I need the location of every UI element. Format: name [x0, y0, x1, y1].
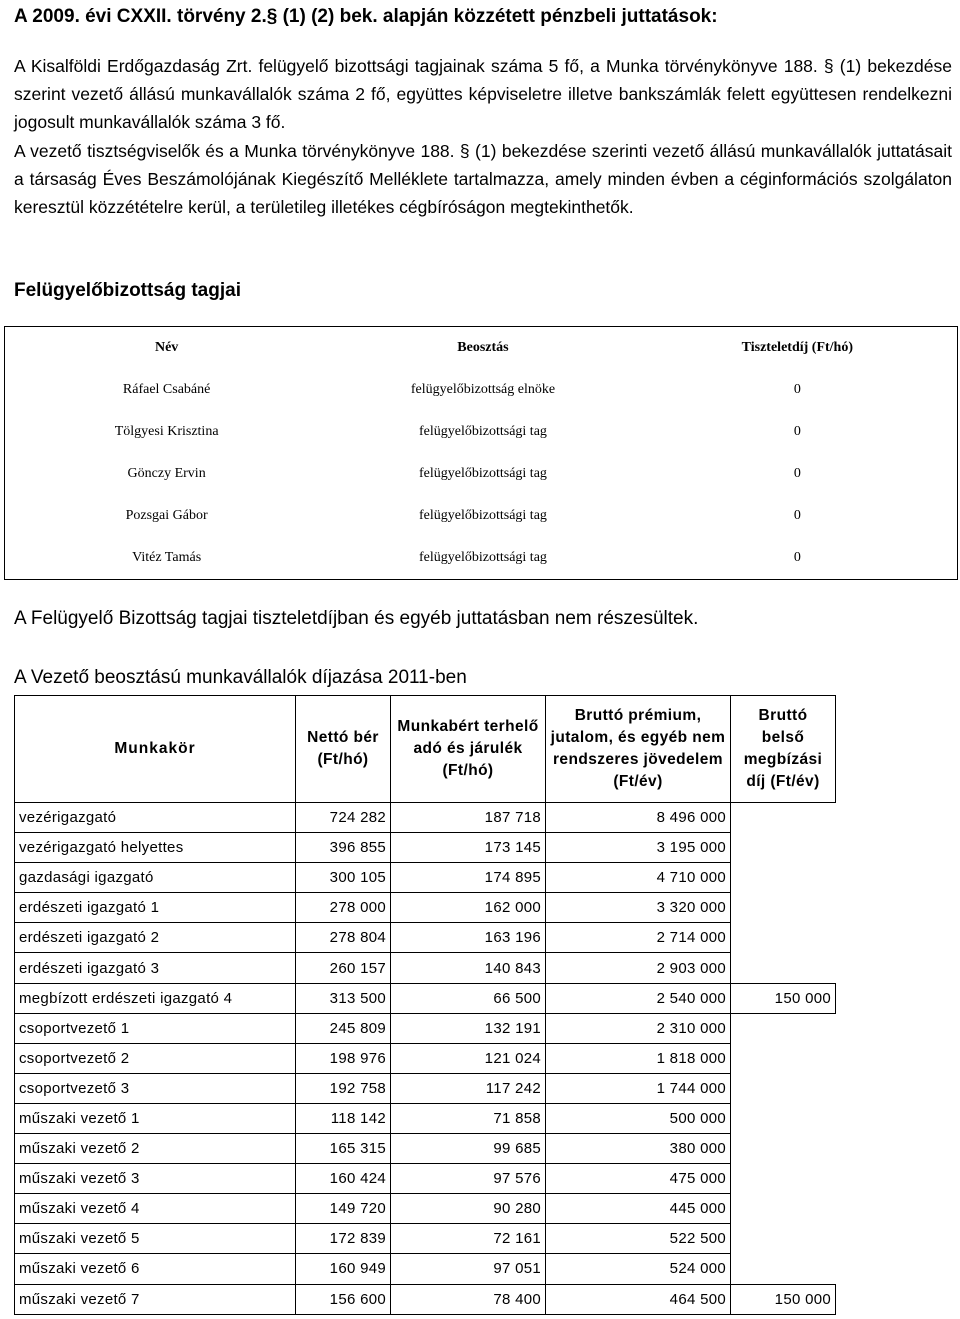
pay-net-cell: 198 976: [296, 1043, 391, 1073]
pay-net-cell: 260 157: [296, 953, 391, 983]
pay-fee-cell: [731, 1194, 836, 1224]
board-row: [5, 537, 958, 580]
pay-fee-cell: 150 000: [731, 983, 836, 1013]
pay-net-cell: 118 142: [296, 1103, 391, 1133]
pay-net-cell: 160 949: [296, 1254, 391, 1284]
pay-bonus-cell: 2 903 000: [546, 953, 731, 983]
pay-fee-cell: [731, 1043, 836, 1073]
pay-bonus-cell: 1 744 000: [546, 1073, 731, 1103]
pay-tax-cell: 140 843: [391, 953, 546, 983]
board-member-role: felügyelőbizottsági tag: [419, 550, 547, 565]
intro-paragraph-1: A Kisalföldi Erdőgazdaság Zrt. felügyelő bizottsági tagjainak száma 5 fő, a Munka törvénykönyve 188. § (1) bekezdése szerint vezető állású munkavállalók száma 2 fő, együttes képviseletre illetve bankszámlák felett együttesen rendelkezni jogosult munkavállalók száma 3 fő.: [14, 56, 952, 133]
pay-net-cell: 156 600: [296, 1284, 391, 1314]
pay-tax-cell: 90 280: [391, 1194, 546, 1224]
pay-job-cell: csoportvezető 3: [15, 1073, 296, 1103]
board-header-role: Beosztás: [457, 340, 509, 355]
pay-job-cell: megbízott erdészeti igazgató 4: [15, 983, 296, 1013]
pay-net-cell: 172 839: [296, 1224, 391, 1254]
pay-fee-cell: [731, 923, 836, 953]
board-row: [5, 411, 958, 453]
pay-tax-cell: 117 242: [391, 1073, 546, 1103]
board-member-name: Tölgyesi Krisztina: [114, 424, 219, 439]
pay-tax-cell: 163 196: [391, 923, 546, 953]
pay-bonus-cell: 1 818 000: [546, 1043, 731, 1073]
pay-row: [15, 1164, 836, 1194]
board-member-role: felügyelőbizottság elnöke: [410, 382, 556, 397]
pay-net-cell: 245 809: [296, 1013, 391, 1043]
board-member-fee: 0: [793, 466, 801, 481]
pay-tax-cell: 97 576: [391, 1164, 546, 1194]
pay-tax-cell: 66 500: [391, 983, 546, 1013]
pay-fee-cell: [731, 893, 836, 923]
pay-job-cell: erdészeti igazgató 1: [15, 893, 296, 923]
pay-row: [15, 1103, 836, 1133]
pay-bonus-cell: 475 000: [546, 1164, 731, 1194]
board-header-name: Név: [154, 340, 179, 355]
board-member-name: Ráfael Csabáné: [122, 382, 211, 397]
pay-job-cell: csoportvezető 2: [15, 1043, 296, 1073]
pay-row: [15, 923, 836, 953]
board-member-name: Gönczy Ervin: [127, 466, 206, 481]
pay-net-cell: 160 424: [296, 1164, 391, 1194]
pay-row: [15, 1043, 836, 1073]
board-header-fee: Tiszteletdíj (Ft/hó): [741, 340, 854, 355]
pay-row: [15, 1224, 836, 1254]
pay-job-cell: műszaki vezető 7: [15, 1284, 296, 1314]
pay-tax-cell: 71 858: [391, 1103, 546, 1133]
pay-header-net: Nettó bér (Ft/hó): [296, 696, 391, 803]
pay-row: [15, 1134, 836, 1164]
pay-fee-cell: [731, 863, 836, 893]
pay-job-cell: műszaki vezető 3: [15, 1164, 296, 1194]
board-header-row: [5, 327, 958, 370]
pay-net-cell: 278 000: [296, 893, 391, 923]
pay-job-cell: erdészeti igazgató 2: [15, 923, 296, 953]
pay-job-cell: műszaki vezető 5: [15, 1224, 296, 1254]
pay-tax-cell: 121 024: [391, 1043, 546, 1073]
pay-job-cell: gazdasági igazgató: [15, 863, 296, 893]
pay-fee-cell: [731, 953, 836, 983]
pay-header-bonus: Bruttó prémium, jutalom, és egyéb nem rendszeres jövedelem (Ft/év): [546, 696, 731, 803]
pay-bonus-cell: 8 496 000: [546, 803, 731, 833]
pay-row: [15, 1254, 836, 1284]
pay-row: [15, 1284, 836, 1314]
board-member-fee: 0: [793, 382, 801, 397]
pay-tax-cell: 162 000: [391, 893, 546, 923]
pay-bonus-cell: 464 500: [546, 1284, 731, 1314]
pay-row: [15, 1194, 836, 1224]
board-member-fee: 0: [793, 508, 801, 523]
pay-tax-cell: 97 051: [391, 1254, 546, 1284]
pay-fee-cell: [731, 833, 836, 863]
pay-header-fee: Bruttó belső megbízási díj (Ft/év): [731, 696, 836, 803]
pay-net-cell: 300 105: [296, 863, 391, 893]
pay-net-cell: 313 500: [296, 983, 391, 1013]
board-members-table: [4, 326, 958, 580]
pay-bonus-cell: 522 500: [546, 1224, 731, 1254]
pay-fee-cell: [731, 1013, 836, 1043]
pay-row: [15, 1013, 836, 1043]
pay-row: [15, 833, 836, 863]
pay-job-cell: erdészeti igazgató 3: [15, 953, 296, 983]
pay-net-cell: 165 315: [296, 1134, 391, 1164]
pay-header-job: Munkakör: [15, 696, 296, 803]
pay-job-cell: vezérigazgató: [15, 803, 296, 833]
board-member-role: felügyelőbizottsági tag: [419, 508, 547, 523]
pay-bonus-cell: 524 000: [546, 1254, 731, 1284]
pay-tax-cell: 99 685: [391, 1134, 546, 1164]
pay-bonus-cell: 2 310 000: [546, 1013, 731, 1043]
board-member-fee: 0: [793, 424, 801, 439]
pay-bonus-cell: 2 540 000: [546, 983, 731, 1013]
pay-bonus-cell: 3 195 000: [546, 833, 731, 863]
pay-row: [15, 893, 836, 923]
pay-header-tax: Munkabért terhelő adó és járulék (Ft/hó): [391, 696, 546, 803]
pay-bonus-cell: 500 000: [546, 1103, 731, 1133]
pay-fee-cell: [731, 1073, 836, 1103]
pay-tax-cell: 174 895: [391, 863, 546, 893]
board-row: [5, 369, 958, 411]
pay-fee-cell: 150 000: [731, 1284, 836, 1314]
executive-pay-table: [14, 695, 836, 1315]
board-row: [5, 495, 958, 537]
pay-fee-cell: [731, 1164, 836, 1194]
pay-net-cell: 192 758: [296, 1073, 391, 1103]
pay-tax-cell: 72 161: [391, 1224, 546, 1254]
pay-bonus-cell: 3 320 000: [546, 893, 731, 923]
pay-row: [15, 1073, 836, 1103]
board-note: A Felügyelő Bizottság tagjai tiszteletdíjban és egyéb juttatásban nem részesültek.: [14, 608, 699, 629]
pay-row: [15, 983, 836, 1013]
pay-net-cell: 396 855: [296, 833, 391, 863]
pay-fee-cell: [731, 803, 836, 833]
board-member-name: Pozsgai Gábor: [125, 508, 208, 523]
pay-job-cell: műszaki vezető 2: [15, 1134, 296, 1164]
pay-bonus-cell: 2 714 000: [546, 923, 731, 953]
pay-fee-cell: [731, 1103, 836, 1133]
intro-text: [14, 52, 952, 221]
pay-fee-cell: [731, 1134, 836, 1164]
pay-bonus-cell: 445 000: [546, 1194, 731, 1224]
board-member-role: felügyelőbizottsági tag: [419, 424, 547, 439]
board-member-role: felügyelőbizottsági tag: [419, 466, 547, 481]
pay-job-cell: műszaki vezető 1: [15, 1103, 296, 1133]
pay-row: [15, 863, 836, 893]
pay-tax-cell: 187 718: [391, 803, 546, 833]
document-heading: A 2009. évi CXXII. törvény 2.§ (1) (2) bek. alapján közzétett pénzbeli juttatások:: [14, 6, 718, 27]
pay-fee-cell: [731, 1224, 836, 1254]
pay-net-cell: 149 720: [296, 1194, 391, 1224]
pay-net-cell: 278 804: [296, 923, 391, 953]
pay-bonus-cell: 380 000: [546, 1134, 731, 1164]
pay-job-cell: csoportvezető 1: [15, 1013, 296, 1043]
board-member-fee: 0: [793, 550, 801, 565]
pay-table-body: [15, 803, 836, 1315]
pay-row: [15, 953, 836, 983]
pay-net-cell: 724 282: [296, 803, 391, 833]
pay-job-cell: műszaki vezető 6: [15, 1254, 296, 1284]
pay-header-row: [15, 696, 836, 803]
pay-bonus-cell: 4 710 000: [546, 863, 731, 893]
intro-paragraph-2: A vezető tisztségviselők és a Munka törvénykönyve 188. § (1) bekezdése szerinti vezető állású munkavállalók juttatásait a társaság Éves Beszámolójának Kiegészítő Melléklete tartalmazza, amely minden évben a céginformációs szolgálaton keresztül közzétételre kerül, a területileg illetékes cégbíróságon megtekinthetők.: [14, 140, 952, 218]
pay-tax-cell: 132 191: [391, 1013, 546, 1043]
board-member-name: Vitéz Tamás: [132, 550, 202, 565]
pay-fee-cell: [731, 1254, 836, 1284]
pay-job-cell: vezérigazgató helyettes: [15, 833, 296, 863]
pay-section-title: A Vezető beosztású munkavállalók díjazása 2011-ben: [14, 667, 467, 688]
pay-job-cell: műszaki vezető 4: [15, 1194, 296, 1224]
board-row: [5, 453, 958, 495]
pay-tax-cell: 78 400: [391, 1284, 546, 1314]
board-section-title: Felügyelőbizottság tagjai: [14, 280, 241, 301]
pay-row: [15, 803, 836, 833]
pay-tax-cell: 173 145: [391, 833, 546, 863]
